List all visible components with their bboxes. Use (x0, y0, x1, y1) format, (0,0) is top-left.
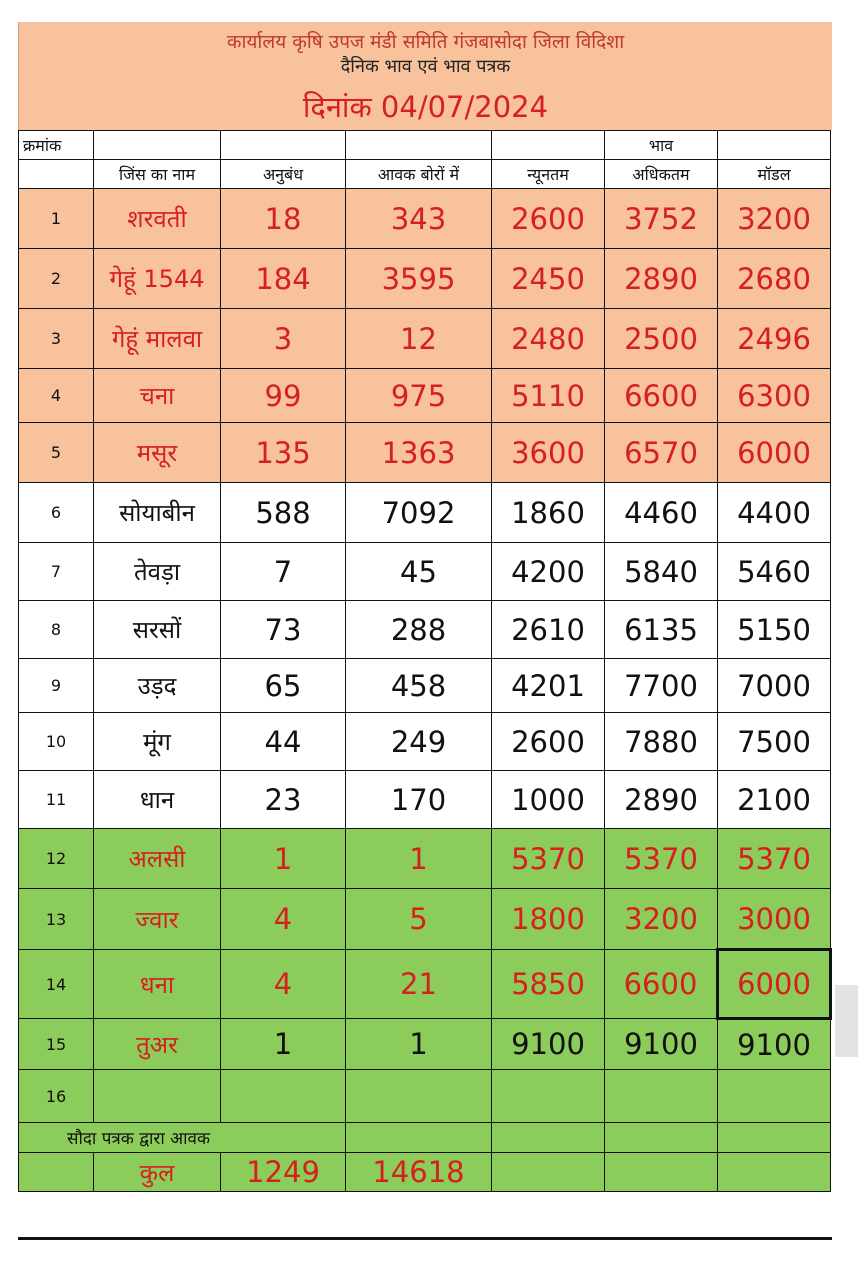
aavak-column-header: आवक बोरों में (346, 160, 492, 189)
table-row (19, 483, 831, 543)
max-price-cell: 9100 (605, 1019, 718, 1070)
anubandh-cell: 7 (221, 543, 346, 601)
table-bottom-border (18, 1237, 832, 1240)
table-row (19, 543, 831, 601)
serial-cell: 1 (19, 189, 94, 249)
max-price-cell: 2890 (605, 771, 718, 829)
sauda-blank (492, 1123, 605, 1153)
serial-cell: 6 (19, 483, 94, 543)
model-price-cell: 6000 (718, 423, 831, 483)
model-price-cell: 2496 (718, 309, 831, 369)
aavak-cell: 21 (346, 950, 492, 1019)
header-row-1 (19, 131, 831, 160)
commodity-name-cell (94, 1070, 221, 1123)
model-price-cell: 9100 (718, 1019, 831, 1070)
sheet-subtitle: दैनिक भाव एवं भाव पत्रक (340, 56, 511, 77)
name-column-header: जिंस का नाम (94, 160, 221, 189)
aavak-cell: 458 (346, 659, 492, 713)
anubandh-cell (221, 1070, 346, 1123)
serial-cell: 12 (19, 829, 94, 889)
total-blank (492, 1153, 605, 1192)
min-price-cell: 2600 (492, 713, 605, 771)
max-price-cell: 6600 (605, 950, 718, 1019)
serial-cell: 7 (19, 543, 94, 601)
commodity-name-cell: तुअर (94, 1019, 221, 1070)
anubandh-cell: 44 (221, 713, 346, 771)
aavak-cell: 5 (346, 889, 492, 950)
model-price-cell: 3000 (718, 889, 831, 950)
anubandh-cell: 184 (221, 249, 346, 309)
sauda-row (19, 1123, 831, 1153)
table-row (19, 189, 831, 249)
aavak-cell: 170 (346, 771, 492, 829)
min-price-cell: 4201 (492, 659, 605, 713)
serial-cell: 9 (19, 659, 94, 713)
max-price-cell: 7880 (605, 713, 718, 771)
total-anubandh: 1249 (221, 1153, 346, 1192)
anubandh-cell: 18 (221, 189, 346, 249)
model-price-cell: 3200 (718, 189, 831, 249)
serial-cell: 16 (19, 1070, 94, 1123)
aavak-cell: 288 (346, 601, 492, 659)
max-price-cell: 2890 (605, 249, 718, 309)
commodity-name-cell: गेहूं मालवा (94, 309, 221, 369)
commodity-name-cell: चना (94, 369, 221, 423)
model-price-cell: 7000 (718, 659, 831, 713)
model-price-cell: 5460 (718, 543, 831, 601)
model-price-cell: 5150 (718, 601, 831, 659)
max-price-cell: 4460 (605, 483, 718, 543)
anubandh-cell: 65 (221, 659, 346, 713)
header-blank (94, 131, 221, 160)
anubandh-cell: 4 (221, 889, 346, 950)
aavak-cell: 975 (346, 369, 492, 423)
total-aavak: 14618 (346, 1153, 492, 1192)
aavak-cell: 3595 (346, 249, 492, 309)
bhav-sheet (18, 22, 832, 1192)
commodity-name-cell: उड़द (94, 659, 221, 713)
commodity-name-cell: धान (94, 771, 221, 829)
sauda-blank (605, 1123, 718, 1153)
sauda-blank (718, 1123, 831, 1153)
max-price-cell: 5840 (605, 543, 718, 601)
model-column-header: मॉडल (718, 160, 831, 189)
anubandh-cell: 4 (221, 950, 346, 1019)
min-price-cell: 2610 (492, 601, 605, 659)
total-row (19, 1153, 831, 1192)
model-price-cell: 2100 (718, 771, 831, 829)
anubandh-cell: 73 (221, 601, 346, 659)
serial-cell: 13 (19, 889, 94, 950)
office-title: कार्यालय कृषि उपज मंडी समिति गंजबासोदा जिला विदिशा (226, 31, 625, 53)
commodity-name-cell: मसूर (94, 423, 221, 483)
table-row (19, 771, 831, 829)
commodity-name-cell: सोयाबीन (94, 483, 221, 543)
sheet-date: दिनांक 04/07/2024 (302, 90, 549, 124)
min-price-cell: 1860 (492, 483, 605, 543)
sauda-blank (346, 1123, 492, 1153)
header-blank (19, 160, 94, 189)
serial-cell: 15 (19, 1019, 94, 1070)
serial-cell: 5 (19, 423, 94, 483)
anubandh-cell: 1 (221, 1019, 346, 1070)
min-price-cell: 9100 (492, 1019, 605, 1070)
table-row (19, 829, 831, 889)
bhav-column-header: भाव (605, 131, 718, 160)
aavak-cell: 1363 (346, 423, 492, 483)
table-row (19, 423, 831, 483)
header-blank (221, 131, 346, 160)
min-price-cell: 1000 (492, 771, 605, 829)
anubandh-column-header: अनुबंध (221, 160, 346, 189)
table-row (19, 659, 831, 713)
aavak-cell: 1 (346, 829, 492, 889)
model-price-cell: 7500 (718, 713, 831, 771)
table-row (19, 249, 831, 309)
commodity-name-cell: अलसी (94, 829, 221, 889)
table-row (19, 369, 831, 423)
header-blank (718, 131, 831, 160)
aavak-cell: 7092 (346, 483, 492, 543)
table-row (19, 950, 831, 1019)
serial-cell: 3 (19, 309, 94, 369)
table-row (19, 1019, 831, 1070)
max-price-cell: 2500 (605, 309, 718, 369)
sauda-label: सौदा पत्रक द्वारा आवक (19, 1123, 346, 1153)
commodity-name-cell: सरसों (94, 601, 221, 659)
min-price-cell: 2480 (492, 309, 605, 369)
commodity-name-cell: धना (94, 950, 221, 1019)
header-blank (492, 131, 605, 160)
anubandh-cell: 23 (221, 771, 346, 829)
min-price-cell: 3600 (492, 423, 605, 483)
total-label: कुल (94, 1153, 221, 1192)
serial-cell: 11 (19, 771, 94, 829)
anubandh-cell: 99 (221, 369, 346, 423)
max-column-header: अधिकतम (605, 160, 718, 189)
serial-column-header: क्रमांक (19, 131, 94, 160)
min-price-cell: 2450 (492, 249, 605, 309)
max-price-cell: 3200 (605, 889, 718, 950)
min-price-cell: 5110 (492, 369, 605, 423)
aavak-cell: 343 (346, 189, 492, 249)
total-blank (718, 1153, 831, 1192)
sheet-header (18, 22, 832, 130)
max-price-cell: 6570 (605, 423, 718, 483)
serial-cell: 2 (19, 249, 94, 309)
anubandh-cell: 588 (221, 483, 346, 543)
aavak-cell (346, 1070, 492, 1123)
price-table (18, 130, 832, 1192)
aavak-cell: 45 (346, 543, 492, 601)
table-row (19, 601, 831, 659)
serial-cell: 10 (19, 713, 94, 771)
commodity-name-cell: गेहूं 1544 (94, 249, 221, 309)
max-price-cell: 7700 (605, 659, 718, 713)
total-blank (19, 1153, 94, 1192)
model-price-cell: 5370 (718, 829, 831, 889)
aavak-cell: 249 (346, 713, 492, 771)
model-price-cell: 4400 (718, 483, 831, 543)
min-column-header: न्यूनतम (492, 160, 605, 189)
table-row (19, 309, 831, 369)
anubandh-cell: 135 (221, 423, 346, 483)
commodity-name-cell: तेवड़ा (94, 543, 221, 601)
commodity-name-cell: शरवती (94, 189, 221, 249)
max-price-cell: 6600 (605, 369, 718, 423)
aavak-cell: 12 (346, 309, 492, 369)
model-price-cell: 6300 (718, 369, 831, 423)
aavak-cell: 1 (346, 1019, 492, 1070)
serial-cell: 8 (19, 601, 94, 659)
header-blank (346, 131, 492, 160)
max-price-cell: 6135 (605, 601, 718, 659)
table-row (19, 713, 831, 771)
total-blank (605, 1153, 718, 1192)
max-price-cell: 5370 (605, 829, 718, 889)
header-row-2 (19, 160, 831, 189)
min-price-cell: 4200 (492, 543, 605, 601)
max-price-cell (605, 1070, 718, 1123)
anubandh-cell: 1 (221, 829, 346, 889)
edge-strip (835, 985, 858, 1057)
table-row (19, 889, 831, 950)
min-price-cell: 1800 (492, 889, 605, 950)
serial-cell: 4 (19, 369, 94, 423)
model-price-cell: 6000 (718, 950, 831, 1019)
anubandh-cell: 3 (221, 309, 346, 369)
min-price-cell: 5850 (492, 950, 605, 1019)
serial-cell: 14 (19, 950, 94, 1019)
min-price-cell: 2600 (492, 189, 605, 249)
max-price-cell: 3752 (605, 189, 718, 249)
table-row (19, 1070, 831, 1123)
min-price-cell (492, 1070, 605, 1123)
commodity-name-cell: ज्वार (94, 889, 221, 950)
min-price-cell: 5370 (492, 829, 605, 889)
commodity-name-cell: मूंग (94, 713, 221, 771)
model-price-cell: 2680 (718, 249, 831, 309)
model-price-cell (718, 1070, 831, 1123)
